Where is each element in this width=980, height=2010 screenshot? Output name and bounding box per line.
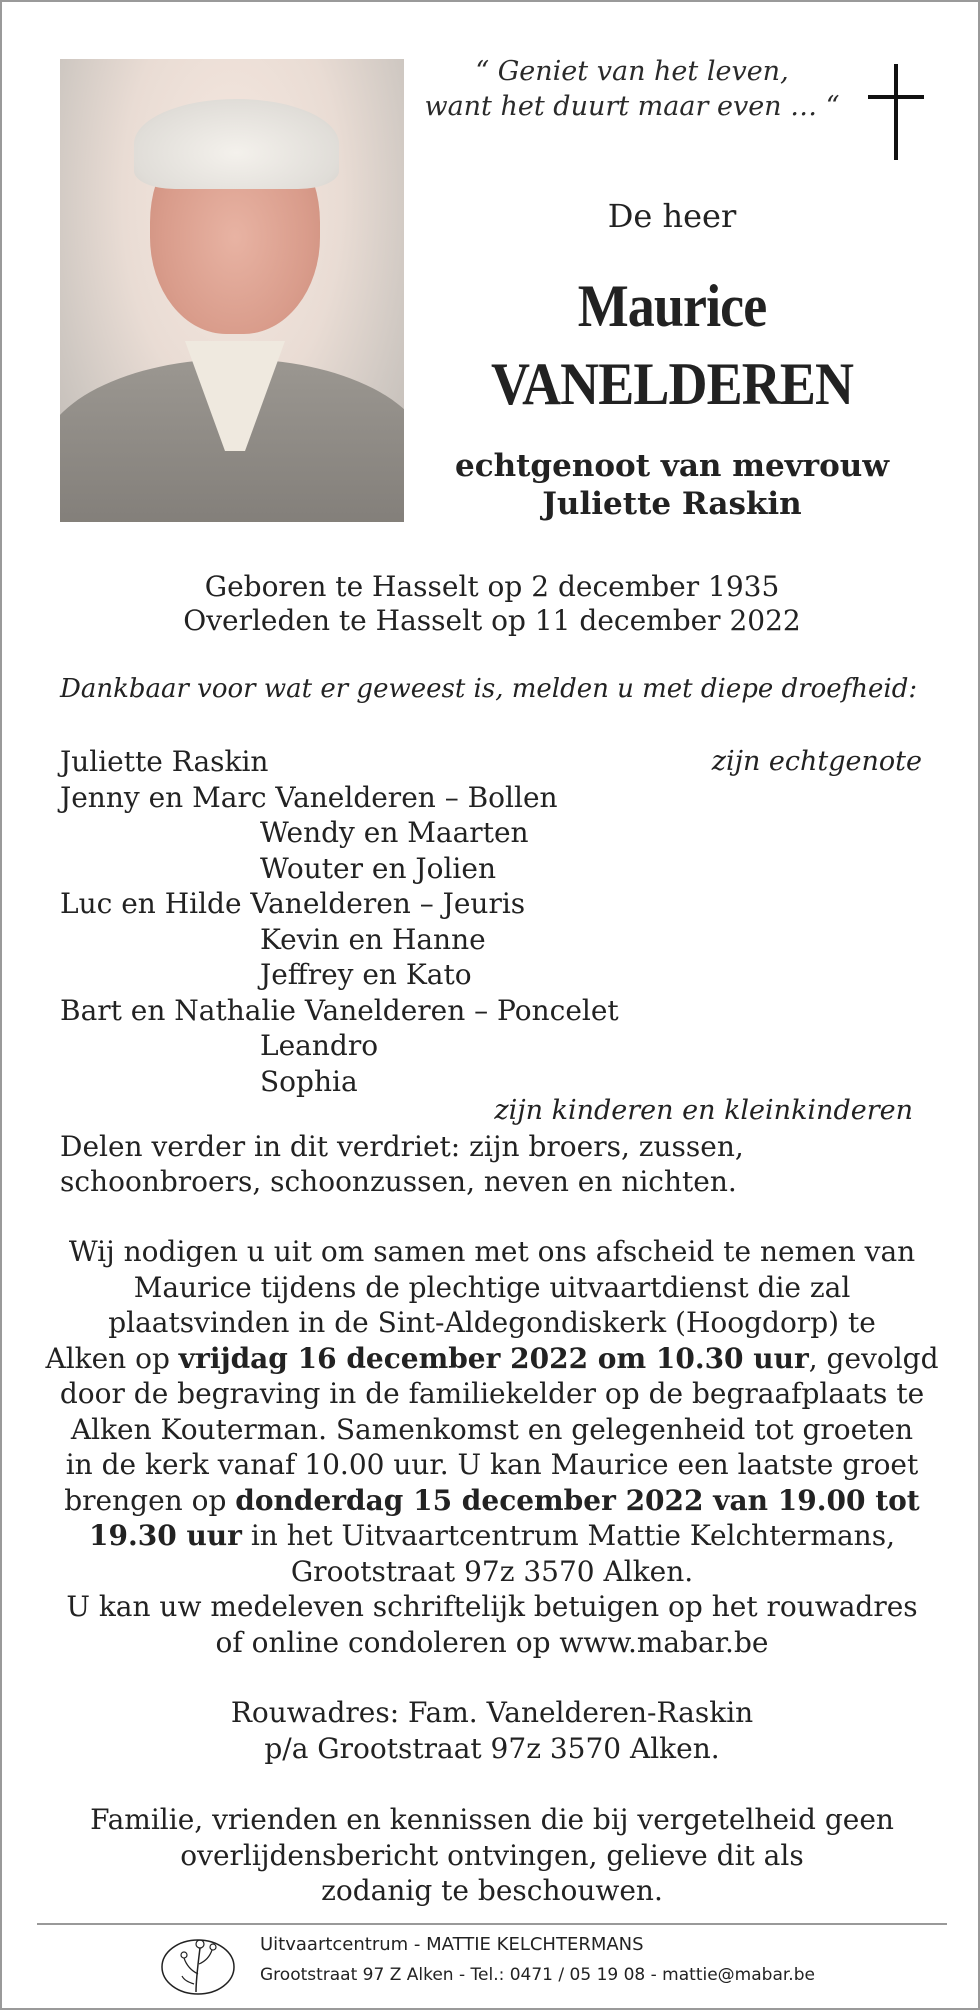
portrait-hair [134, 99, 339, 189]
spouse-line-2: Juliette Raskin [542, 486, 802, 522]
invitation-line: plaatsvinden in de Sint-Aldegondiskerk (Hoogdorp) te [108, 1306, 876, 1339]
portrait-photo [60, 59, 404, 522]
family-row: Kevin en Hanne [260, 922, 486, 956]
spouse-info [422, 447, 922, 523]
life-dates [2, 570, 980, 638]
mourning-address-line-1: Rouwadres: Fam. Vanelderen-Raskin [230, 1696, 754, 1729]
family-row [60, 744, 922, 780]
service-date: vrijdag 16 december 2022 om 10.30 uur [178, 1341, 809, 1375]
family-row: Wendy en Maarten [260, 816, 529, 849]
funeral-home-name: Uitvaartcentrum - MATTIE KELCHTERMANS [260, 1934, 644, 1955]
further-line-2: schoonbroers, schoonzussen, neven en nichten. [60, 1165, 737, 1198]
invitation-line: brengen op donderdag 15 december 2022 van 19.00 tot [64, 1483, 920, 1517]
footer-divider [37, 1923, 947, 1925]
further-line-1: Delen verder in dit verdriet: zijn broers, zussen, [60, 1130, 744, 1163]
funeral-home-contact: Grootstraat 97 Z Alken - Tel.: 0471 / 05 19 08 - mattie@mabar.be [260, 1965, 815, 1985]
invitation-line: Maurice tijdens de plechtige uitvaartdienst die zal [133, 1270, 851, 1304]
funeral-invitation [42, 1234, 942, 1660]
mourning-address-line-2: p/a Grootstraat 97z 3570 Alken. [264, 1731, 720, 1765]
invitation-line: 19.30 uur in het Uitvaartcentrum Mattie Kelchtermans, [89, 1519, 895, 1552]
family-row: Luc en Hilde Vanelderen – Jeuris [60, 887, 526, 920]
quote-line-1: “ Geniet van het leven, [475, 56, 789, 87]
salutation: De heer [607, 197, 737, 235]
family-row: Jenny en Marc Vanelderen – Bollen [60, 780, 558, 814]
birth-date: Geboren te Hasselt op 2 december 1935 [204, 570, 780, 603]
invitation-line: Alken op vrijdag 16 december 2022 om 10.30 uur, gevolgd [45, 1341, 939, 1375]
visitation-date: donderdag 15 december 2022 van 19.00 tot [235, 1483, 920, 1517]
memorial-quote [422, 54, 842, 124]
death-date: Overleden te Hasselt op 11 december 2022 [183, 604, 801, 637]
spouse-name: Juliette Raskin [60, 745, 269, 778]
invitation-line: U kan uw medeleven schriftelijk betuigen op het rouwadres [66, 1590, 918, 1623]
children-role: zijn kinderen en kleinkinderen [494, 1095, 913, 1126]
family-row: Bart en Nathalie Vanelderen – Poncelet [60, 993, 619, 1027]
further-mourners [60, 1129, 930, 1199]
mourning-address [2, 1695, 980, 1766]
visitation-time: 19.30 uur [89, 1519, 242, 1552]
deceased-first-name: Maurice [577, 273, 767, 339]
notice-line: zodanig te beschouwen. [321, 1874, 663, 1907]
deceased-last-name: VANELDEREN [490, 351, 854, 417]
quote-line-2: want het duurt maar even … “ [424, 91, 840, 122]
invitation-line: Wij nodigen u uit om samen met ons afscheid te nemen van [68, 1235, 916, 1268]
notice-text [42, 1802, 942, 1909]
family-row: Leandro [260, 1029, 379, 1062]
family-row: Sophia [260, 1064, 358, 1098]
invitation-line: in de kerk vanaf 10.00 uur. U kan Maurice een laatste groet [65, 1448, 919, 1481]
spouse-role: zijn echtgenote [711, 746, 922, 777]
thanks-line: Dankbaar voor wat er geweest is, melden u met diepe droefheid: [60, 674, 918, 704]
family-row: Wouter en Jolien [260, 851, 496, 885]
flower-logo-icon [160, 1934, 236, 1996]
invitation-line: Alken Kouterman. Samenkomst en gelegenheid tot groeten [70, 1412, 914, 1446]
spouse-line-1: echtgenoot van mevrouw [454, 448, 890, 484]
notice-line: overlijdensbericht ontvingen, gelieve dit als [180, 1838, 804, 1872]
family-row: Jeffrey en Kato [260, 958, 472, 991]
family-list [60, 744, 922, 1099]
invitation-line: Grootstraat 97z 3570 Alken. [290, 1554, 694, 1588]
notice-line: Familie, vrienden en kennissen die bij vergetelheid geen [90, 1803, 894, 1836]
invitation-line: of online condoleren op www.mabar.be [215, 1625, 769, 1659]
invitation-line: door de begraving in de familiekelder op de begraafplaats te [59, 1377, 925, 1410]
